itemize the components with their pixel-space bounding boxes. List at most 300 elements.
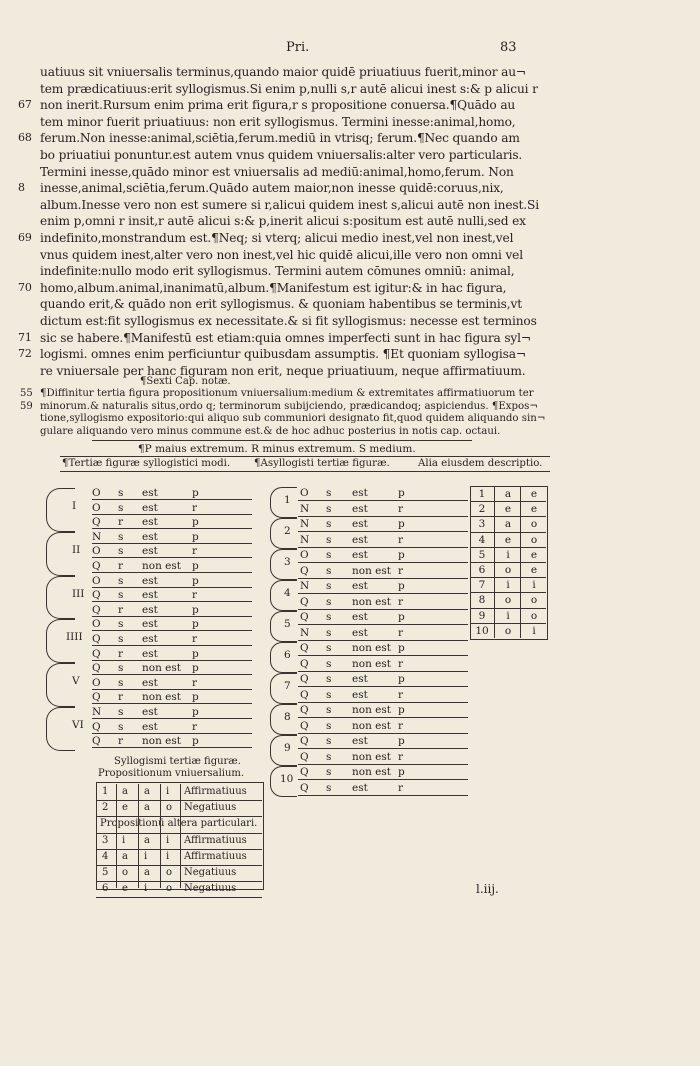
brace (270, 673, 297, 704)
cell: o (504, 564, 512, 576)
cell: 1 (102, 786, 109, 797)
cell: Affirmatiuus (184, 786, 247, 797)
cell: s (326, 580, 332, 592)
cell: 8 (478, 594, 486, 607)
column-rule (180, 817, 181, 888)
text-line (40, 296, 550, 313)
line-text: non inerit.Rursum enim prima erit figura,r s propositione conuersa.¶Quādo au (40, 98, 516, 113)
cell: p (398, 487, 405, 499)
cell: s (326, 533, 332, 546)
cell: 1 (478, 488, 486, 500)
note-line (40, 413, 550, 426)
cell: Q (300, 766, 309, 778)
syllogistic-modes-table (60, 486, 270, 756)
cell: r (398, 657, 404, 670)
mode-number: VI (72, 719, 84, 731)
cell: p (192, 706, 199, 718)
cell: e (504, 503, 512, 516)
line-text: tem minor fuerit priuatiuus: non erit syllogismus. Termini inesse:animal,homo, (40, 114, 516, 129)
cell: s (118, 545, 124, 558)
cell: r (118, 735, 124, 748)
row-rule (92, 630, 252, 631)
cell: i (532, 624, 536, 637)
mode-number: I (72, 500, 77, 512)
case-number: 8 (284, 711, 291, 723)
cell: est (142, 516, 158, 529)
cell: s (326, 719, 332, 732)
margin-number: 8 (18, 181, 25, 195)
mode-number: III (72, 587, 85, 600)
case-number: 1 (284, 494, 291, 506)
brace (270, 735, 297, 766)
cell: p (192, 574, 199, 587)
cell: Q (300, 750, 309, 763)
brace (270, 642, 297, 673)
cell: r (398, 781, 404, 794)
cell: est (352, 580, 368, 592)
cell: Q (300, 564, 309, 577)
brace (270, 549, 297, 580)
row-rule (298, 779, 468, 780)
cell: r (118, 560, 124, 572)
row-rule (298, 516, 468, 517)
margin-number: 67 (18, 98, 32, 112)
cell: r (118, 691, 124, 704)
row-rule (298, 733, 468, 734)
cell: non est (352, 657, 392, 670)
table-midtitle: Propositionū altera particulari. (100, 818, 258, 829)
mode-number: II (72, 543, 81, 556)
text-line (18, 280, 550, 297)
cell: s (118, 530, 124, 543)
note-text: tione,syllogismo expositorio:qui aliquo sub communiori designato fit,quod quidem aliquando sin¬ (40, 413, 546, 424)
cell: a (122, 851, 128, 862)
cell: N (92, 706, 102, 718)
cell: est (352, 611, 368, 623)
text-line (40, 81, 550, 98)
row-rule (96, 881, 262, 882)
cell: Q (300, 704, 309, 716)
cell: Q (92, 735, 101, 748)
cell: p (192, 735, 199, 748)
text-line (40, 247, 550, 264)
row-rule (92, 499, 252, 500)
cell: r (398, 719, 404, 732)
cell: r (192, 676, 198, 689)
cell: e (504, 533, 512, 546)
cell: s (326, 766, 332, 778)
text-line (40, 164, 550, 181)
line-text: tem prædicatiuus:erit syllogismus.Si enim p,nulli s,r autē alicui inest s:& p alicui r (40, 81, 538, 96)
cell: N (92, 530, 102, 543)
line-text: sic se habere.¶Manifestū est etiam:quia omnes imperfecti sunt in hac figura syl¬ (40, 330, 531, 345)
cell: 7 (478, 579, 486, 592)
cell: Q (92, 603, 101, 616)
cell: Q (300, 781, 309, 794)
margin-number: 72 (18, 347, 32, 361)
cell: s (118, 501, 124, 514)
mode-number: IIII (66, 631, 83, 644)
cell: est (142, 676, 158, 689)
cell: a (122, 786, 128, 797)
column-rule (116, 784, 117, 816)
cell: est (142, 574, 158, 587)
row-rule (470, 592, 546, 593)
line-text: uatiuus sit vniuersalis terminus,quando maior quidē priuatiuus fuerit,minor au¬ (40, 65, 526, 79)
cell: p (192, 691, 199, 704)
line-text: bo priuatiui ponuntur.est autem vnus quidem vniuersalis:alter vero particularis. (40, 147, 523, 162)
cell: s (118, 662, 124, 675)
row-rule (92, 616, 252, 617)
margin-number: 71 (18, 330, 32, 344)
cell: p (192, 647, 199, 660)
brace (46, 576, 75, 620)
cell: Negatiuus (184, 802, 237, 813)
cell: Q (92, 560, 101, 572)
row-rule (92, 674, 252, 675)
cell: o (530, 518, 538, 531)
row-rule (470, 577, 546, 578)
text-line (18, 230, 550, 247)
cell: 5 (102, 867, 109, 878)
note-line (20, 400, 550, 414)
cell: O (92, 487, 101, 499)
cell: r (398, 750, 404, 763)
cell: O (92, 676, 101, 689)
page-number: 83 (500, 40, 517, 55)
cell: est (352, 533, 368, 546)
cell: Q (300, 642, 309, 654)
cell: est (142, 589, 158, 602)
cell: 2 (478, 503, 486, 516)
cell: o (166, 883, 173, 894)
cell: r (398, 502, 404, 515)
row-rule (470, 623, 546, 624)
brace (46, 663, 75, 707)
cell: s (326, 642, 332, 654)
cell: Q (92, 691, 101, 704)
row-rule (470, 516, 546, 517)
cell: s (326, 735, 332, 747)
row-rule (470, 532, 546, 533)
column-rule (116, 817, 117, 888)
syllogisms-summary-table (96, 756, 266, 894)
case-number: 2 (284, 525, 291, 537)
line-text: indefinito,monstrandum est.¶Neq; si vterq; alicui medio inest,vel non inest,vel (40, 230, 514, 245)
case-number: 7 (284, 680, 291, 692)
row-rule (298, 547, 468, 548)
cell: i (122, 835, 126, 846)
brace (270, 487, 297, 518)
rule (60, 471, 550, 472)
margin-number: 68 (18, 131, 32, 145)
cell: est (352, 502, 368, 515)
main-text (18, 64, 550, 379)
row-rule (96, 865, 262, 866)
row-rule (92, 514, 252, 515)
cell: s (326, 673, 332, 685)
cell: p (192, 662, 199, 675)
cell: 6 (478, 564, 486, 576)
cell: r (398, 626, 404, 639)
cell: N (300, 626, 310, 639)
text-line (40, 213, 550, 230)
cell: o (166, 802, 173, 813)
brace (46, 707, 75, 751)
middle-table-header: ¶Asyllogisti tertiæ figuræ. (254, 458, 390, 469)
cell: non est (142, 735, 182, 748)
cell: p (398, 580, 405, 592)
line-text: vnus quidem inest,alter vero non inest,vel hic quidē alicui,ille vero non omni vel (40, 247, 523, 262)
cell: 6 (102, 883, 109, 894)
cell: Q (92, 720, 101, 733)
cell: N (300, 518, 310, 530)
brace (270, 704, 297, 735)
cell: O (300, 487, 309, 499)
cell: p (398, 611, 405, 623)
row-rule (298, 500, 468, 501)
cell: e (122, 802, 128, 813)
cell: Q (92, 647, 101, 660)
cell: O (92, 501, 101, 514)
note-line (20, 388, 550, 401)
text-line (40, 313, 550, 330)
cell: 2 (102, 802, 109, 813)
case-number: 3 (284, 556, 291, 568)
cell: 4 (102, 851, 109, 862)
case-number: 6 (284, 649, 291, 661)
cell: non est (142, 691, 182, 704)
cell: i (144, 883, 148, 894)
cell: Q (92, 516, 101, 529)
cell: est (142, 487, 158, 499)
cell: Q (300, 688, 309, 701)
line-text: logismi. omnes enim perficiuntur quibusdam assumptis. ¶Et quoniam syllogisa¬ (40, 347, 526, 362)
cell: o (530, 533, 538, 546)
line-text: Termini inesse,quādo minor est vniuersalis ad mediū:animal,homo,ferum. Non (40, 164, 514, 179)
cell: e (122, 883, 128, 894)
cell: a (144, 802, 150, 813)
cell: Q (300, 673, 309, 685)
text-line (18, 180, 550, 197)
cell: Affirmatiuus (184, 835, 247, 846)
cell: est (352, 735, 368, 747)
cell: a (144, 786, 150, 797)
cell: O (92, 618, 101, 631)
cell: r (192, 720, 198, 733)
cell: Q (300, 719, 309, 732)
note-text: ¶Diffinitur tertia figura propositionum vniuersalium:medium & extremitates affirmatiuorum ter (40, 388, 534, 399)
cell: Q (92, 589, 101, 602)
cell: i (532, 579, 536, 592)
cell: s (326, 487, 332, 499)
line-text: enim p,omni r insit,r autē alicui s:& p,inerit alicui s:positum est autē nulli,sed ex (40, 214, 526, 229)
cell: 3 (478, 518, 486, 531)
row-rule (470, 562, 546, 563)
row-rule (92, 572, 252, 573)
cell: est (352, 688, 368, 701)
cell: i (506, 609, 510, 622)
cell: o (530, 594, 538, 607)
cell: o (504, 594, 512, 607)
cell: o (504, 624, 512, 637)
cell: N (300, 580, 310, 592)
brace (270, 518, 297, 549)
cell: Q (300, 611, 309, 623)
cell: p (192, 516, 199, 529)
margin-number: 69 (18, 230, 32, 244)
left-table-header: ¶Tertiæ figuræ syllogistici modi. (62, 458, 231, 469)
cell: Negatiuus (184, 867, 237, 878)
row-rule (298, 795, 468, 796)
row-rule (298, 578, 468, 579)
row-rule (470, 547, 546, 548)
cell: s (326, 750, 332, 763)
note-line (40, 426, 550, 439)
row-rule (96, 800, 262, 801)
signature-mark: l.iij. (476, 882, 499, 896)
cell: a (144, 835, 150, 846)
cell: p (192, 530, 199, 543)
note-text: minorum.& naturalis situs,ordo q; terminorum subijciendo, prædicandoq; aspiciendus. ¶Expos¬ (40, 400, 538, 412)
row-rule (96, 816, 262, 817)
table-subtitle: Propositionum vniuersalium. (98, 768, 245, 779)
cell: e (530, 548, 538, 561)
margin-number: 59 (20, 400, 33, 412)
cell: non est (352, 704, 392, 716)
row-rule (298, 671, 468, 672)
cell: non est (352, 564, 392, 577)
table-title: Syllogismi tertiæ figuræ. (114, 756, 241, 767)
row-rule (92, 587, 252, 588)
cell: s (326, 595, 332, 608)
cell: 4 (478, 533, 486, 546)
cell: r (192, 633, 198, 645)
alternate-description-table (470, 486, 548, 638)
cell: s (326, 626, 332, 639)
cell: r (398, 533, 404, 546)
cell: s (326, 611, 332, 623)
cell: O (92, 545, 101, 558)
text-line (18, 97, 550, 114)
cell: Q (300, 595, 309, 608)
brace (46, 619, 75, 663)
margin-number: 70 (18, 280, 32, 294)
row-rule (92, 703, 252, 704)
cell: est (352, 518, 368, 530)
margin-number: 55 (20, 388, 33, 399)
cell: est (142, 720, 158, 733)
cell: s (118, 633, 124, 645)
text-line (40, 197, 550, 214)
running-head: Pri. (286, 40, 310, 55)
line-text: quando erit,& quādo non erit syllogismus. & quoniam habentibus se terminis,vt (40, 297, 522, 312)
cell: 9 (478, 609, 486, 622)
cell: s (326, 549, 332, 561)
cell: Affirmatiuus (184, 851, 247, 862)
cell: Q (92, 633, 101, 645)
cell: p (398, 518, 405, 530)
text-line (18, 330, 550, 347)
cell: s (326, 564, 332, 577)
cell: non est (352, 750, 392, 763)
column-rule (138, 784, 139, 816)
cell: est (142, 706, 158, 718)
cell: non est (352, 642, 392, 654)
cell: s (118, 676, 124, 689)
rule (60, 456, 550, 457)
line-text: indefinite:nullo modo erit syllogismus. Termini autem cōmunes omniū: animal, (40, 264, 515, 279)
cell: Q (92, 662, 101, 675)
text-line (40, 147, 550, 164)
cell: est (352, 549, 368, 561)
cell: p (192, 618, 199, 631)
cell: s (118, 720, 124, 733)
cell: r (398, 595, 404, 608)
row-rule (298, 686, 468, 687)
asyllogistic-table (268, 486, 473, 796)
cell: N (300, 502, 310, 515)
cell: i (166, 851, 170, 862)
cell: r (192, 501, 198, 514)
cell: est (142, 647, 158, 660)
cell: s (326, 657, 332, 670)
cell: i (506, 548, 510, 561)
cell: r (118, 516, 124, 529)
cell: est (142, 603, 158, 616)
cell: r (118, 603, 124, 616)
row-rule (92, 543, 252, 544)
cell: est (142, 618, 158, 631)
rule (92, 440, 472, 441)
cell: i (144, 851, 148, 862)
row-rule (470, 501, 546, 502)
cell: o (166, 867, 173, 878)
cell: p (192, 603, 199, 616)
line-text: album.Inesse vero non est sumere si r,alicui quidem inest s,alicui autē non inest.Si (40, 197, 539, 212)
line-text: dictum est:fit syllogismus ex necessitate.& si fit syllogismus: necesse est terminos (40, 313, 537, 328)
right-table-header: Alia eiusdem descriptio. (418, 458, 543, 469)
column-rule (160, 817, 161, 888)
cell: i (506, 579, 510, 592)
cell: r (398, 564, 404, 577)
text-line (18, 130, 550, 147)
text-line (40, 64, 550, 81)
cell: 5 (478, 548, 486, 561)
row-rule (298, 531, 468, 532)
notes-heading: ¶Sexti Cap. notæ. (140, 376, 231, 387)
cell: s (118, 706, 124, 718)
cell: non est (142, 560, 182, 572)
cell: s (118, 618, 124, 631)
cell: e (530, 564, 538, 576)
cell: r (118, 647, 124, 660)
notes-text (20, 388, 550, 438)
row-rule (92, 601, 252, 602)
brace (46, 532, 75, 576)
brace (270, 766, 297, 797)
cell: non est (142, 662, 182, 675)
row-rule (470, 608, 546, 609)
cell: o (530, 609, 538, 622)
case-number: 9 (284, 742, 291, 754)
cell: r (398, 688, 404, 701)
cell: s (326, 781, 332, 794)
cell: O (300, 549, 309, 561)
line-text: ferum.Non inesse:animal,sciētia,ferum.mediū in vtrisq; ferum.¶Nec quando am (40, 131, 520, 146)
column-rule (138, 817, 139, 888)
cell: O (92, 574, 101, 587)
